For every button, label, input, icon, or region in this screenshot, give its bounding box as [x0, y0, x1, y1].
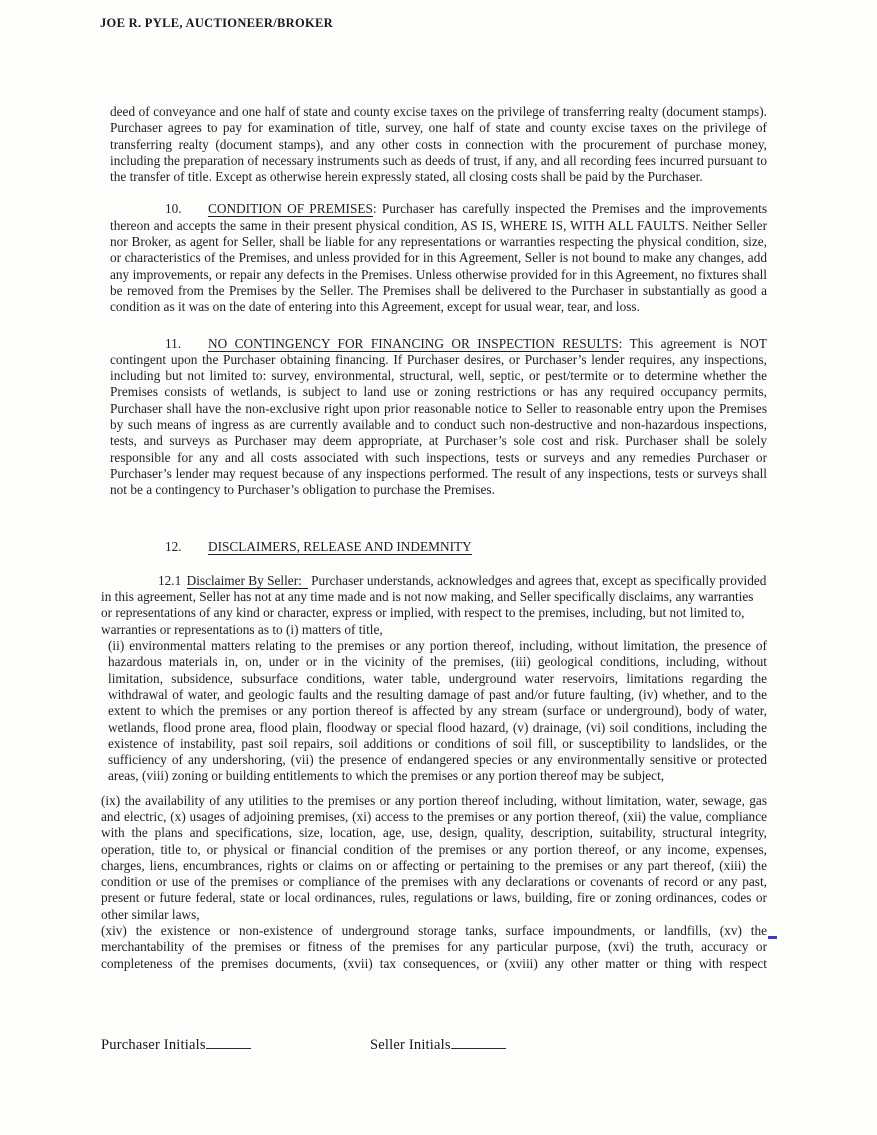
document-body [101, 104, 767, 972]
section-11-number: 11. [165, 335, 182, 351]
section-10-text: Purchaser has carefully inspected the Premises and the improvements thereon and accepts the same in their present physical condition, AS IS, WHERE IS, WITH ALL FAULTS. Neither Seller nor Broker, as agent for Seller, shall be liable for any representations or warranties respecting the physical condition, size, or characteristics of the Premises, and unless provided for in this Agreement, Seller is not bound to make any changes, add any improvements, or repair any defects in the Premises. Unless otherwise provided for in this Agreement, no fixtures shall be removed from the Premises by the Seller. The Premises shall be delivered to the Purchaser in substantially as good a condition as it was on the date of entering into this Agreement, except for usual wear, tear, and loss. [110, 201, 768, 315]
section-12-1-number: 12.1 [158, 572, 182, 588]
section-11-no-contingency [101, 336, 767, 499]
section-12-1-text: Purchaser understands, acknowledges and agrees that, except as specifically provided in this agreement, Seller has not at any time made and is not now making, and Seller specifically disclaims, any warranties or representations of any kind or character, express or implied, with respect to the premises, including, but not limited to, warranties or representations as to (i) matters of title, [101, 572, 767, 637]
seller-initials-label: Seller Initials [370, 1037, 451, 1053]
stray-annotation-mark [768, 936, 777, 939]
clause-xiv-storage-tanks: (xiv) the existence or non-existence of underground storage tanks, surface impoundments, or landfills, (xv) the merchantability of the premises or fitness of the premises for any particular purpose, (xvi) the truth, accuracy or completeness of the premises documents, (xvii) tax consequences, or (xviii) any other matter or thing with respect [101, 923, 767, 971]
seller-initials [370, 1035, 506, 1054]
purchaser-initials-blank [206, 1035, 251, 1049]
section-11-heading: NO CONTINGENCY FOR FINANCING OR INSPECTION RESULTS [208, 335, 619, 351]
section-12-1-disclaimer-by-seller [101, 573, 767, 638]
section-12-1-heading: Disclaimer By Seller: [187, 573, 308, 589]
section-10-condition-of-premises [101, 201, 767, 315]
initials-footer [101, 1035, 767, 1057]
section-10-separator: : [372, 201, 377, 217]
clause-ix-utilities: (ix) the availability of any utilities to the premises or any portion thereof including, without limitation, water, sewage, gas and electric, (x) usages of adjoining premises, (xi) access to the premises or any portion thereof, (xii) the value, compliance with the plans and specifications, size, location, age, use, design, quality, description, suitability, structural integrity, operation, title to, or physical or financial condition of the premises or any portion thereof, or any income, expenses, charges, liens, encumbrances, rights or claims on or affecting or pertaining to the premises or any part thereof, (xiii) the condition or use of the premises or compliance of the premises with any declarations or covenants of record or any past, present or future federal, state or local ordinances, rules, regulations or laws, building, fire or zoning ordinances, codes or other similar laws, [101, 792, 767, 922]
paragraph-closing-costs: deed of conveyance and one half of state and county excise taxes on the privilege of transferring realty (document stamps). Purchaser agrees to pay for examination of title, survey, one half of state and county excise taxes on the privilege of transferring realty (document stamps), and any other costs in connection with the procurement of purchase money, including the preparation of necessary instruments such as deeds of trust, if any, and all recording fees incurred pursuant to the transfer of title. Except as otherwise herein expressly stated, all closing costs shall be paid by the Purchaser. [110, 104, 767, 185]
section-12-heading: DISCLAIMERS, RELEASE AND INDEMNITY [208, 538, 472, 554]
seller-initials-blank [451, 1035, 506, 1049]
clause-ii-environmental-matters: (ii) environmental matters relating to the premises or any portion thereof, including, without limitation, the presence of hazardous materials in, on, under or in the vicinity of the premises, (iii) geological conditions, including, without limitation, subsidence, subsurface conditions, water table, underground water reservoirs, limitations regarding the withdrawal of water, and geologic faults and the resulting damage of past and/or future faulting, (iv) whether, and to the extent to which the premises or any portion thereof is affected by any stream (surface or underground), body of water, wetlands, flood prone area, flood plain, floodway or special flood hazard, (v) drainage, (vi) soil conditions, including the existence of instability, past soil repairs, soil additions or conditions of soil fill, or susceptibility to landslides, or the sufficiency of any undershoring, (vii) the presence of endangered species or any environmentally sensitive or protected areas, (viii) zoning or building entitlements to which the premises or any portion thereof may be subject, [108, 638, 767, 784]
section-10-heading: CONDITION OF PREMISES [208, 201, 373, 217]
purchaser-initials [101, 1035, 251, 1054]
section-11-text: This agreement is NOT contingent upon the Purchaser obtaining financing. If Purchaser desires, or Purchaser’s lender requires, any inspections, including but not limited to: survey, environmental, structural, well, septic, or pest/termite or to determine whether the Premises consists of wetlands, is subject to land use or zoning restrictions or has any required occupancy permits, Purchaser shall have the non-exclusive right upon prior reasonable notice to Seller to reasonable entry upon the Premises by such means of ingress as are currently available and to conduct such non-destructive and non-hazardous inspections, tests, and surveys as Purchaser may deem appropriate, at Purchaser’s sole cost and risk. Purchaser shall be solely responsible for any and all costs associated with such inspections, tests or surveys and any remedies Purchaser or Purchaser’s lender may request because of any inspections performed. The result of any inspections, tests or surveys shall not be a contingency to Purchaser’s obligation to purchase the Premises. [110, 335, 767, 498]
purchaser-initials-label: Purchaser Initials [101, 1037, 206, 1053]
section-11-separator: : [618, 335, 623, 351]
section-12-disclaimers-heading [101, 539, 767, 555]
section-12-number: 12. [165, 538, 182, 554]
section-10-number: 10. [165, 201, 182, 217]
document-header-title: JOE R. PYLE, AUCTIONEER/BROKER [100, 16, 333, 30]
